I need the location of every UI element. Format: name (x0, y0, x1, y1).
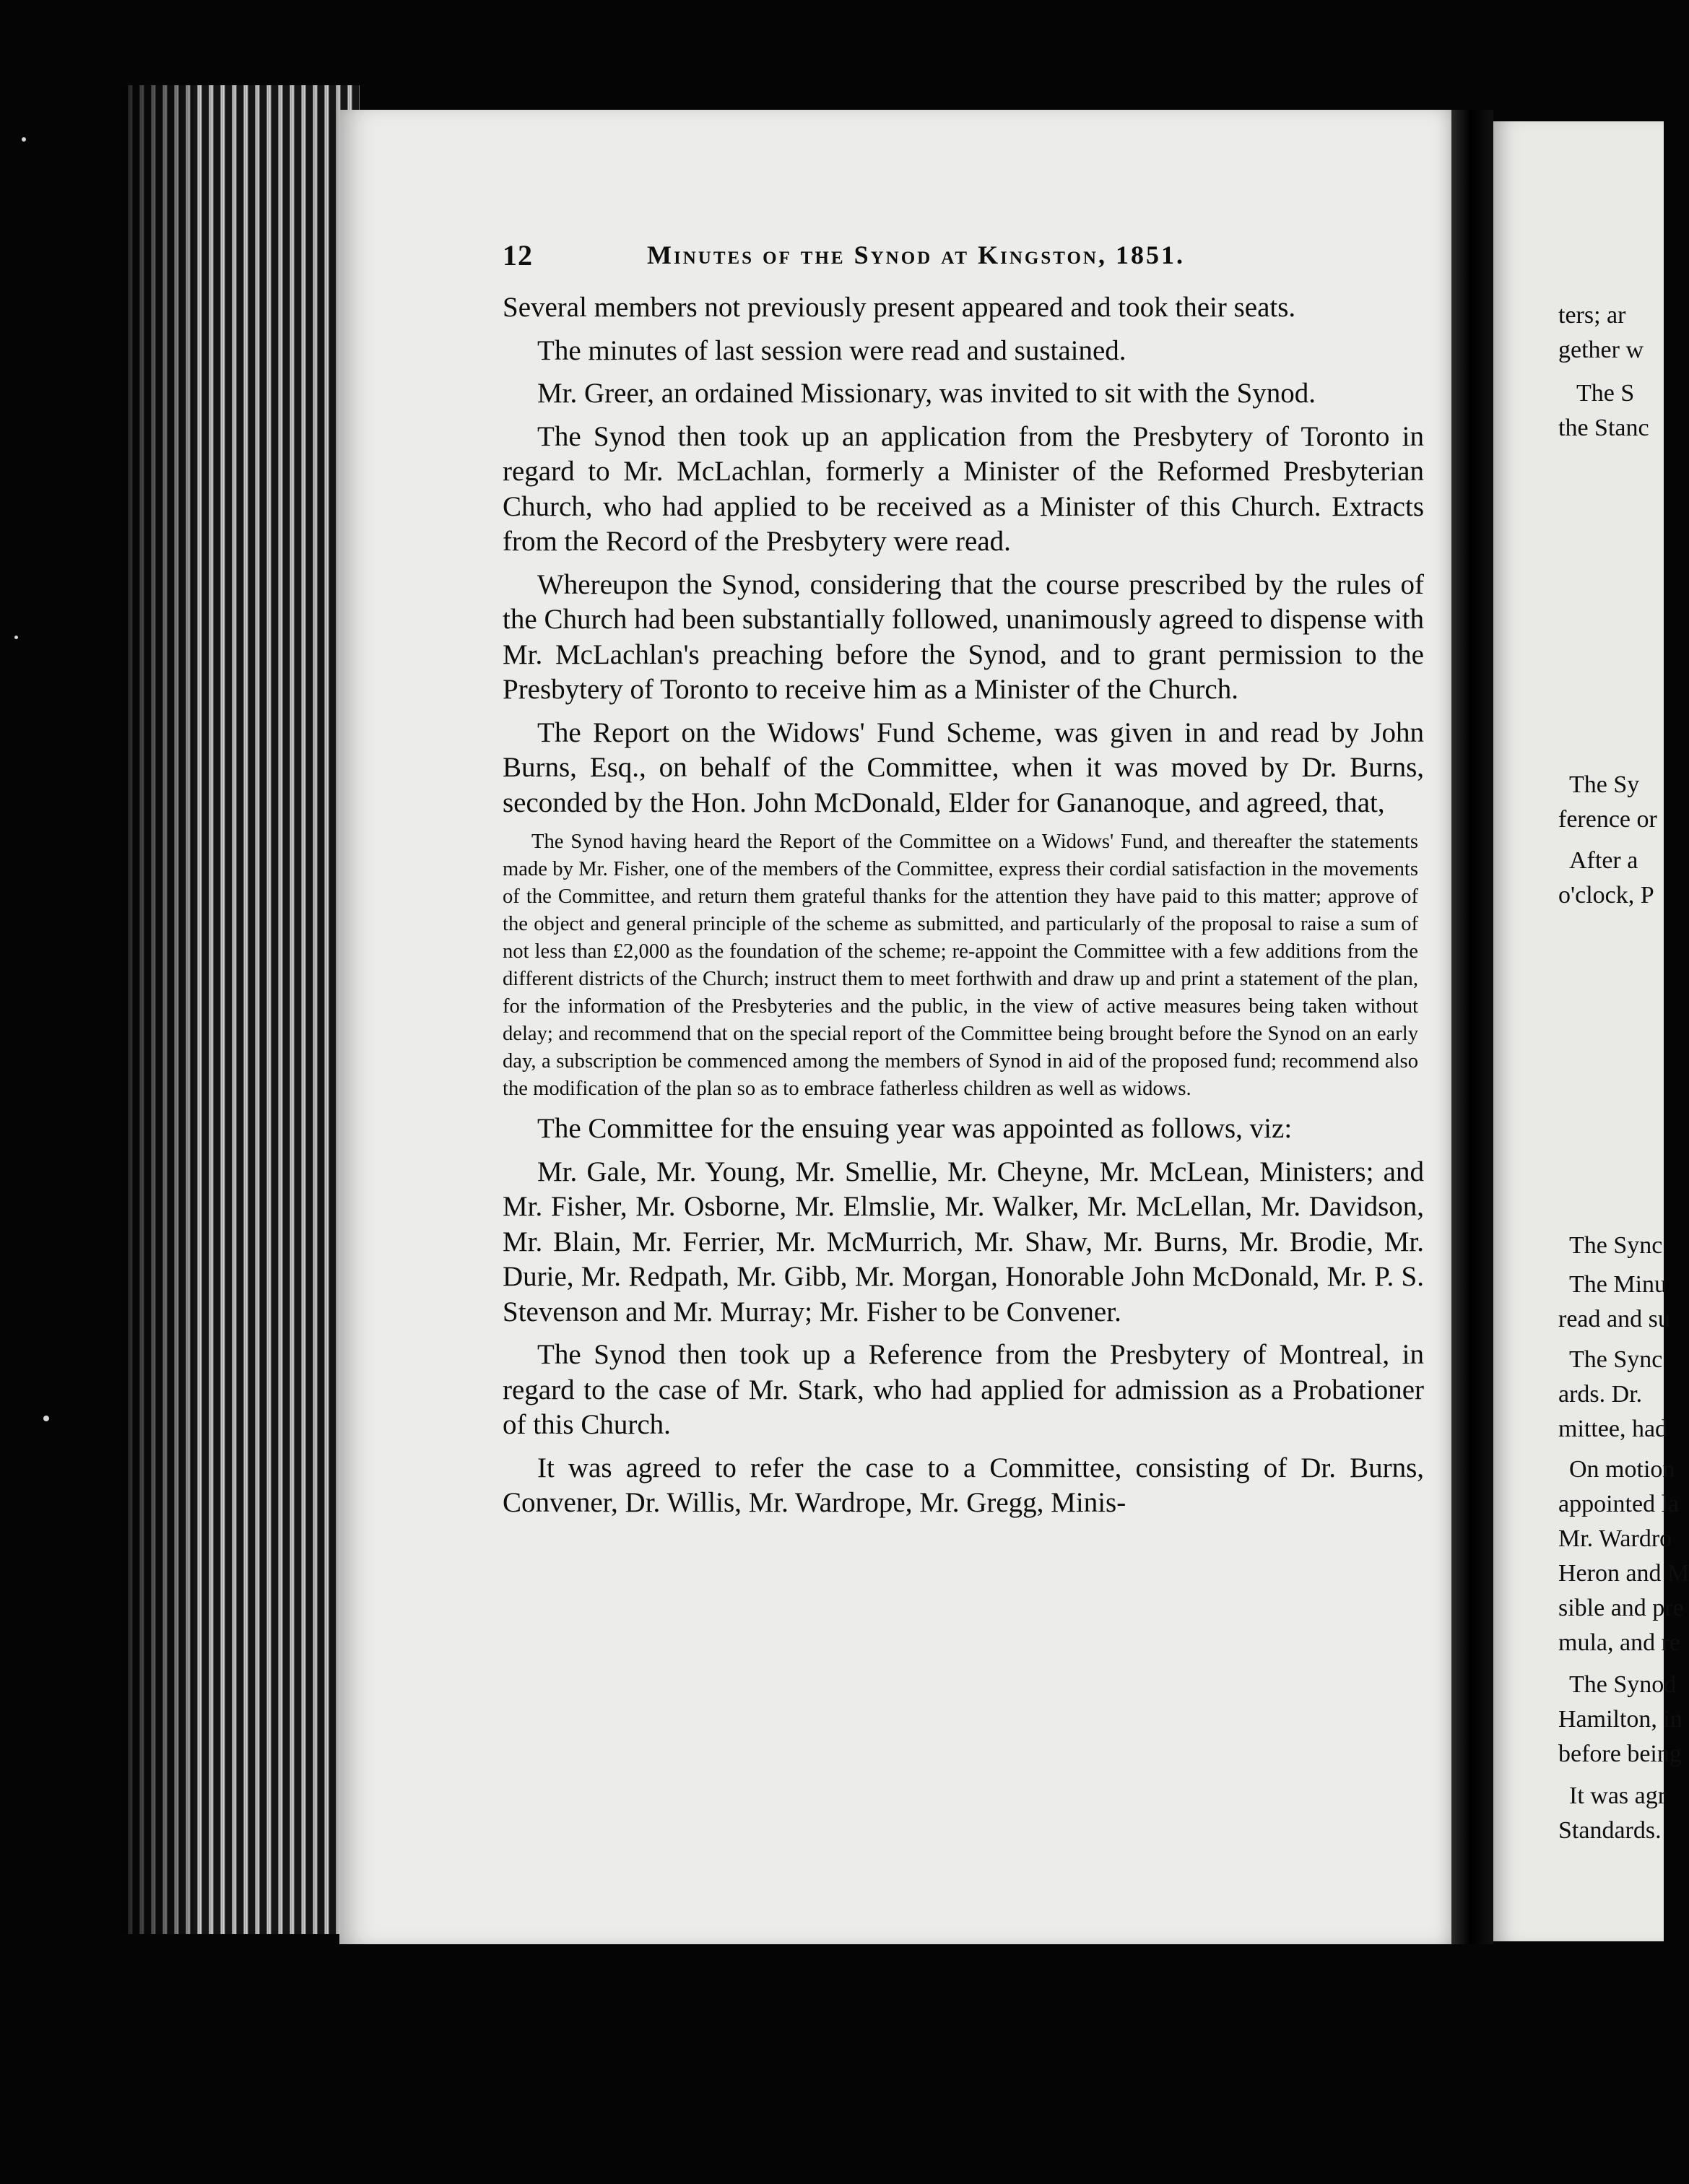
right-fragment: The Synod (1569, 1671, 1677, 1698)
right-fragment: appointed la (1558, 1491, 1680, 1517)
right-fragment: mula, and re (1558, 1629, 1680, 1656)
right-fragment: The Minu (1569, 1271, 1667, 1298)
running-title: Minutes of the Synod at Kingston, 1851. (647, 240, 1185, 269)
paragraph-members-present: Several members not previously present appeared and took their seats. (503, 292, 1296, 323)
right-fragment: Mr. Wardro (1558, 1525, 1672, 1552)
paragraph-committee-appointed: The Committee for the ensuing year was appointed as follows, viz: (537, 1113, 1293, 1144)
paragraph-widows-fund-report: The Report on the Widows' Fund Scheme, was given in and read by John Burns, Esq., on behalf of the Committee, when it was moved by Dr. Burns, seconded by the Hon. John McDonald, Elder for Gananoque, and agreed, that, (503, 716, 1424, 818)
paragraph-refer-committee: It was agreed to refer the case to a Committee, consisting of Dr. Burns, Convener, Dr. Willis, Mr. Wardrope, Mr. Gregg, Minis- (503, 1452, 1424, 1518)
right-fragment: o'clock, P (1558, 882, 1654, 909)
right-fragment: ters; ar (1558, 302, 1626, 329)
paragraph-montreal-reference: The Synod then took up a Reference from the Presbytery of Montreal, in regard to the case of Mr. Stark, who had applied for admission as a Probationer of this Church. (503, 1339, 1424, 1440)
page-header (503, 238, 1282, 282)
right-fragment: sible and pre (1558, 1595, 1684, 1621)
right-fragment: It was agr (1569, 1782, 1667, 1809)
right-fragment: ards. Dr. (1558, 1381, 1643, 1408)
dust-speck (22, 137, 26, 142)
page-number: 12 (503, 239, 533, 272)
paragraph-minutes-sustained: The minutes of last session were read and sustained. (537, 334, 1126, 366)
right-fragment: ference or (1558, 806, 1657, 833)
page-body (503, 290, 1424, 1529)
right-fragment: The Sync (1569, 1346, 1663, 1373)
right-fragment: read and su (1558, 1306, 1670, 1332)
right-page (1493, 121, 1689, 1941)
right-fragment: On motion (1569, 1456, 1675, 1483)
right-fragment: the Stanc (1558, 415, 1649, 441)
right-fragment: The Sy (1569, 771, 1640, 798)
book-edge-shadow (121, 85, 194, 1934)
right-fragment: The S (1576, 380, 1635, 407)
right-fragment: Standards. (1558, 1817, 1662, 1844)
paragraph-mr-greer: Mr. Greer, an ordained Missionary, was invited to sit with the Synod. (537, 378, 1316, 409)
paragraph-committee-members: Mr. Gale, Mr. Young, Mr. Smellie, Mr. Cheyne, Mr. McLean, Ministers; and Mr. Fisher, Mr. Osborne, Mr. Elmslie, Mr. Walker, Mr. McLellan, Mr. Davidson, Mr. Blain, Mr. Ferrier, Mr. McMurrich, Mr. Shaw, Mr. Burns, Mr. Brodie, Mr. Durie, Mr. Redpath, Mr. Gibb, Mr. Morgan, Honorable John McDonald, Mr. P. S. Stevenson and Mr. Murray; Mr. Fisher to be Convener. (503, 1156, 1424, 1327)
right-fragment: Hamilton, in (1558, 1706, 1683, 1733)
right-fragment: Heron and M (1558, 1560, 1689, 1587)
right-fragment: The Sync (1569, 1232, 1663, 1259)
paragraph-toronto-application: The Synod then took up an application from the Presbytery of Toronto in regard to Mr. McLachlan, formerly a Minister of the Reformed Presbyterian Church, who had applied to be received as a Minister of this Church. Extracts from the Record of the Presbytery were read. (503, 420, 1424, 557)
right-fragment: After a (1569, 847, 1638, 874)
left-page (339, 110, 1451, 1944)
right-fragment: gether w (1558, 337, 1644, 363)
resolution-text: The Synod having heard the Report of the Committee on a Widows' Fund, and thereafter the statements made by Mr. Fisher, one of the members of the Committee, express their cordial satisfaction in the movements of the Committee, and return them grateful thanks for the attention they have paid to this matter; approve of the object and general principle of the scheme as submitted, and particularly of the proposal to raise a sum of not less than £2,000 as the foundation of the scheme; re-appoint the Committee with a few additions from the different districts of the Church; instruct them to meet forthwith and draw up and print a statement of the plan, for the information of the Presbyteries and the public, in the view of active measures being taken without delay; and recommend that on the special report of the Committee being brought before the Synod on an early day, a subscription be commenced among the members of Synod in aid of the proposed fund; recommend also the modification of the plan so as to embrace fatherless children as well as widows. (503, 831, 1418, 1100)
right-fragment: before being (1558, 1741, 1682, 1767)
dust-speck (14, 636, 18, 639)
paragraph-whereupon: Whereupon the Synod, considering that the course prescribed by the rules of the Church had been substantially followed, unanimously agreed to dispense with Mr. McLachlan's preaching before the Synod, and to grant permission to the Presbytery of Toronto to receive him as a Minister of the Church. (503, 568, 1424, 705)
dust-speck (43, 1416, 49, 1421)
right-fragment: mittee, had (1558, 1416, 1668, 1442)
book-gutter (1451, 110, 1493, 1944)
